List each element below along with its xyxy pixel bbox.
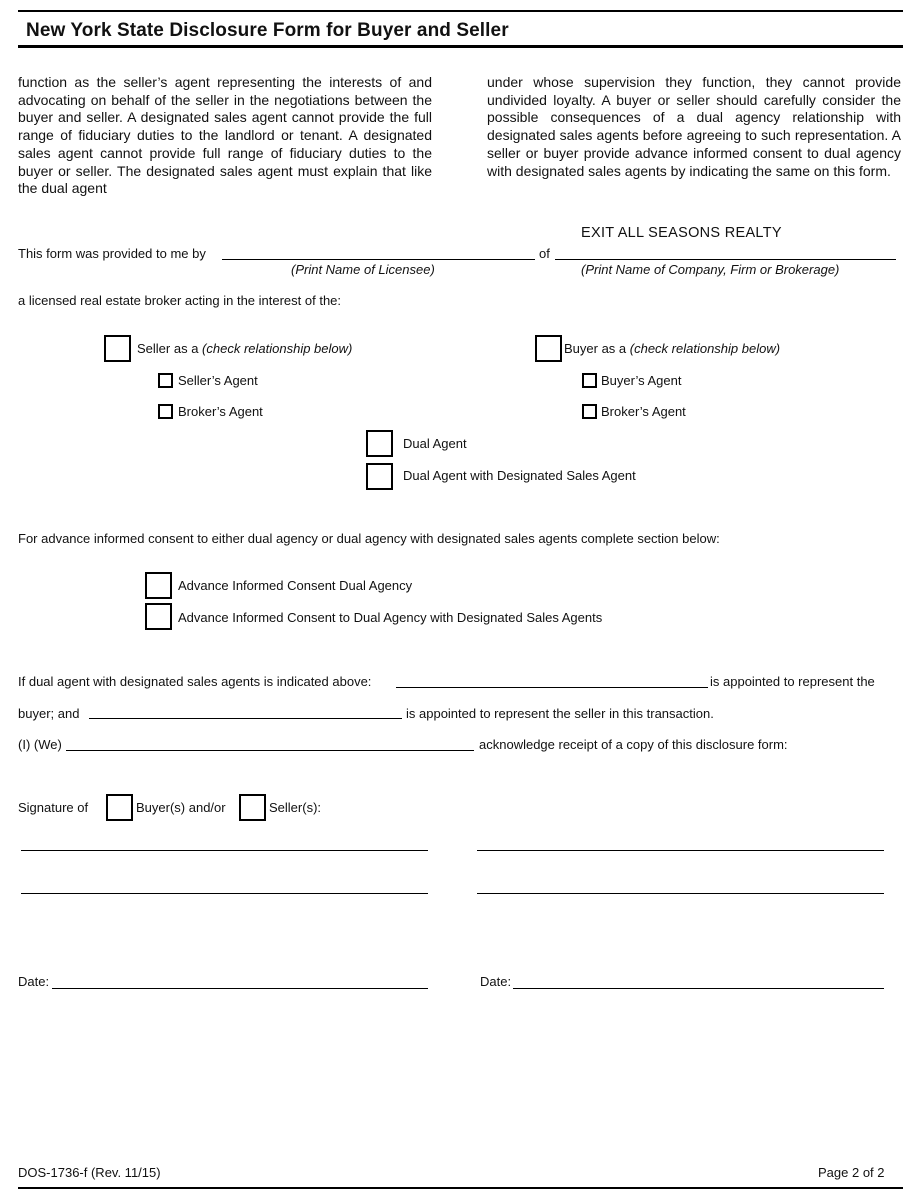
date-field-left[interactable] [52,988,428,989]
sellers-label: Seller(s): [269,800,322,815]
provided-by-label: This form was provided to me by [18,246,206,261]
buyers-signature-checkbox[interactable] [106,794,133,821]
title-underline [18,45,903,48]
broker-acting-text: a licensed real estate broker acting in the interest of the: [18,293,342,308]
acknowledge-suffix: acknowledge receipt of a copy of this disclosure form: [479,737,788,752]
consent-designated-label: Advance Informed Consent to Dual Agency with Designated Sales Agents [178,610,603,625]
buyers-agent-checkbox[interactable] [582,373,597,388]
page-title: New York State Disclosure Form for Buyer and Seller [26,20,509,41]
signature-line-right-1[interactable] [477,850,884,851]
of-label: of [539,246,550,261]
body-column-right: under whose supervision they function, they cannot provide undivided loyalty. A buyer or seller should carefully consider the possible consequences of a dual agency relationship with designated sales agents before agreeing to such representation. A seller or buyer provide advance informed consent to dual agency with designated sales agents by indicating the same on this form. [487,74,901,179]
signature-line-left-2[interactable] [21,893,428,894]
buyer-checkbox[interactable] [535,335,562,362]
licensee-caption: (Print Name of Licensee) [291,262,435,277]
consent-intro: For advance informed consent to either dual agency or dual agency with designated sales agents complete section below: [18,531,720,546]
consent-dual-agency-checkbox[interactable] [145,572,172,599]
form-id: DOS-1736-f (Rev. 11/15) [18,1165,161,1180]
designated-line1-suffix: is appointed to represent the [710,674,875,689]
seller-brokers-agent-label: Broker’s Agent [178,404,263,419]
bottom-rule [18,1187,903,1189]
buyer-brokers-agent-checkbox[interactable] [582,404,597,419]
buyer-agent-name-field[interactable] [396,687,708,688]
top-rule [18,10,903,12]
consent-designated-checkbox[interactable] [145,603,172,630]
company-name-value: EXIT ALL SEASONS REALTY [581,225,782,241]
buyers-agent-label: Buyer’s Agent [601,373,682,388]
body-column-left: function as the seller’s agent representing the interests of and advocating on behalf of the seller in the negotiations between the buyer and seller. A designated sales agent cannot provide the full range of fiduciary duties to the landlord or tenant. A designated sales agent cannot provide full range of fiduciary duties to the buyer or seller. The designated sales agent must explain that like the dual agent [18,74,432,197]
date-field-right[interactable] [513,988,884,989]
signature-label: Signature of [18,800,89,815]
dual-agent-designated-label: Dual Agent with Designated Sales Agent [403,468,636,483]
seller-option-label: Seller as a (check relationship below) [137,341,353,356]
sellers-agent-label: Seller’s Agent [178,373,258,388]
licensee-name-field[interactable] [222,259,535,260]
date-label-right: Date: [480,974,512,989]
buyer-option-label: Buyer as a (check relationship below) [564,341,781,356]
designated-line2-suffix: is appointed to represent the seller in this transaction. [406,706,714,721]
sellers-agent-checkbox[interactable] [158,373,173,388]
signature-line-right-2[interactable] [477,893,884,894]
seller-checkbox[interactable] [104,335,131,362]
page-number: Page 2 of 2 [818,1165,885,1180]
signature-line-left-1[interactable] [21,850,428,851]
buyers-label: Buyer(s) and/or [136,800,226,815]
dual-agent-checkbox[interactable] [366,430,393,457]
sellers-signature-checkbox[interactable] [239,794,266,821]
designated-line2-prefix: buyer; and [18,706,80,721]
date-label-left: Date: [18,974,50,989]
designated-line1-prefix: If dual agent with designated sales agents is indicated above: [18,674,372,689]
dual-agent-label: Dual Agent [403,436,467,451]
acknowledge-prefix: (I) (We) [18,737,62,752]
dual-agent-designated-checkbox[interactable] [366,463,393,490]
company-name-field[interactable] [555,259,896,260]
consent-dual-agency-label: Advance Informed Consent Dual Agency [178,578,413,593]
seller-agent-name-field[interactable] [89,718,402,719]
buyer-brokers-agent-label: Broker’s Agent [601,404,686,419]
company-caption: (Print Name of Company, Firm or Brokerage) [581,262,840,277]
acknowledge-name-field[interactable] [66,750,474,751]
seller-brokers-agent-checkbox[interactable] [158,404,173,419]
